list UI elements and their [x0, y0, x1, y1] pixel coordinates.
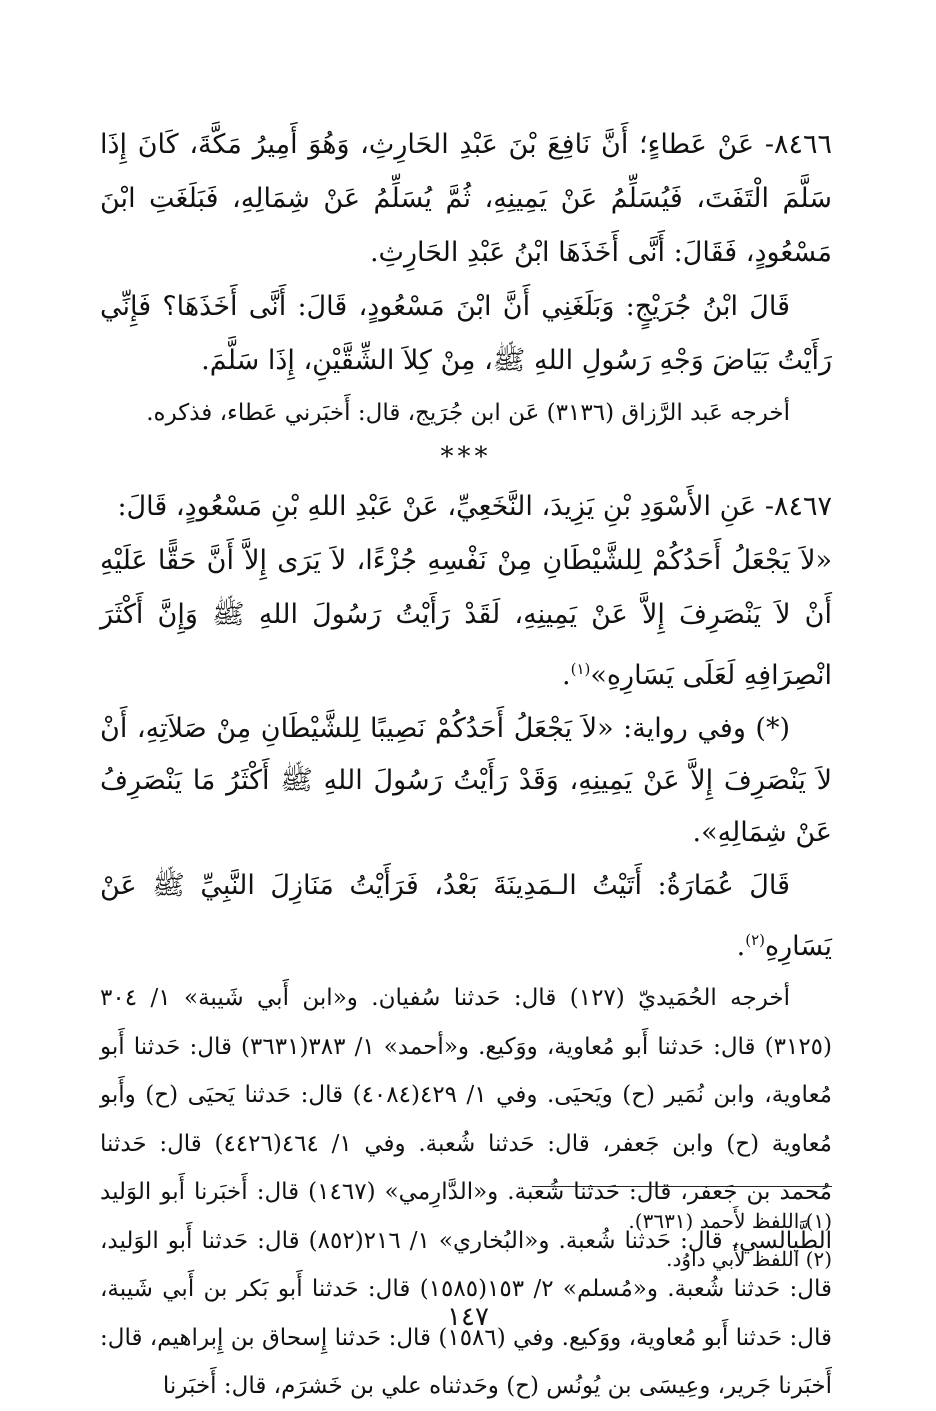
hadith-8466-matn: ٨٤٦٦- عَنْ عَطاءٍ؛ أَنَّ نَافِعَ بْنَ عَبْدِ الحَارِثِ، وَهُوَ أَمِيرُ مَكَّةَ، كَانَ إِذَا سَلَّمَ الْتَفَتَ، فَيُسَلِّمُ عَنْ يَمِينِهِ، ثُمَّ يُسَلِّمُ عَنْ شِمَالِهِ، فَبَلَغَتِ ابْنَ مَسْعُودٍ، فَقَالَ: أَنَّى أَخَذَهَا ابْنُ عَبْدِ الحَارِثِ.: [100, 129, 832, 268]
footnote-ref-1: (١): [570, 660, 591, 678]
hadith-8467-takhrij: أخرجه الحُمَيديّ (١٢٧) قال: حَدثنا سُفيان. و«ابن أَبي شَيبة» ١/ ٣٠٤ (٣١٢٥) قال: حَدثنا أَبو مُعاوية، ووَكيع. و«أحمد» ١/ ٣٨٣(٣٦٣١) قال: حَدثنا أَبو مُعاوية، وابن نُمَير (ح) ويَحيَى. وفي ١/ ٤٢٩(٤٠٨٤) قال: حَدثنا يَحيَى (ح) وأَبو مُعاوية (ح) وابن جَعفر، قال: حَدثنا شُعبة. وفي ١/ ٤٦٤(٤٤٢٦) قال: حَدثنا مُحمد بن جَعفر، قال: حَدثنا شُعبة. و«الدَّارِمي» (١٤٦٧) قال: أَخبَرنا أَبو الوَليد الطَّيالسي، قال: حَدثنا شُعبة. و«البُخاري» ١/ ٢١٦(٨٥٢) قال: حَدثنا أَبو الوَليد، قال: حَدثنا شُعبة. و«مُسلم» ٢/ ١٥٣(١٥٨٥) قال: حَدثنا أَبو بَكر بن أَبي شَيبة، قال: حَدثنا أَبو مُعاوية، ووَكيع. وفي (١٥٨٦) قال: حَدثنا إِسحاق بن إِبراهيم، قال: أَخبَرنا جَرير، وعِيسَى بن يُونُس (ح) وحَدثناه علي بن خَشرَم، قال: أَخبَرنا: [99, 985, 833, 1399]
page-number: ١٤٧: [447, 1302, 489, 1332]
footnote-separator: [532, 1186, 832, 1187]
footnote-2: (٢) اللفظ لأَبي داوُد.: [666, 1247, 832, 1271]
hadith-8467-matn: «لاَ يَجْعَلُ أَحَدُكُمْ لِلشَّيْطَانِ مِنْ نَفْسِهِ جُزْءًا، لاَ يَرَى إِلاَّ أَنَّ حَقًّا عَلَيْهِ أَنْ لاَ يَنْصَرِفَ إِلاَّ عَنْ يَمِينِهِ، لَقَدْ رَأَيْتُ رَسُولَ اللهِ ﷺ وَإِنَّ أَكْثَرَ انْصِرَافِهِ لَعَلَى يَسَارِهِ»$^{(١)}$.: [100, 545, 832, 691]
umara-statement: قَالَ عُمَارَةُ: أَتَيْتُ الـمَدِينَةَ بَعْدُ، فَرَأَيْتُ مَنَازِلَ النَّبِيِّ ﷺ عَنْ يَسَارِهِ$^{(٢)}$.: [100, 870, 832, 962]
ibn-jurayj-statement: قَالَ ابْنُ جُرَيْجٍ: وَبَلَغَنِي أَنَّ ابْنَ مَسْعُودٍ، قَالَ: أَنَّى أَخَذَهَا؟ فَإِنِّي رَأَيْتُ بَيَاضَ وَجْهِ رَسُولِ اللهِ ﷺ، مِنْ كِلاَ الشِّقَّيْنِ، إِذَا سَلَّمَ.: [100, 291, 832, 376]
footnote-1: (١) اللفظ لأَحمد (٣٦٣١).: [628, 1209, 832, 1233]
footnotes: [628, 1202, 832, 1278]
hadith-8467-riwaya: (*) وفي رواية: «لاَ يَجْعَلُ أَحَدُكُمْ نَصِيبًا لِلشَّيْطَانِ مِنْ صَلاَتِهِ، أَنْ لاَ يَنْصَرِفَ إِلاَّ عَنْ يَمِينِهِ، وَقَدْ رَأَيْتُ رَسُولَ اللهِ ﷺ أَكْثَرُ مَا يَنْصَرِفُ عَنْ شِمَالِهِ».: [100, 713, 832, 848]
hadith-8466-takhrij: أخرجه عَبد الرَّزاق (٣١٣٦) عَن ابن جُرَيج، قال: أَخبَرني عَطاء، فذكره.: [146, 400, 790, 426]
section-separator: ***: [440, 442, 492, 472]
hadith-8467-isnad: ٨٤٦٧- عَنِ الأَسْوَدِ بْنِ يَزِيدَ، النَّخَعِيِّ، عَنْ عَبْدِ اللهِ بْنِ مَسْعُودٍ، قَالَ:: [117, 491, 832, 522]
footnote-ref-2: (٢): [745, 931, 765, 949]
hadith-8467-matn-text: «لاَ يَجْعَلُ أَحَدُكُمْ لِلشَّيْطَانِ مِنْ نَفْسِهِ جُزْءًا، لاَ يَرَى إِلاَّ أَنَّ حَقًّا عَلَيْهِ أَنْ لاَ يَنْصَرِفَ إِلاَّ عَنْ يَمِينِهِ، لَقَدْ رَأَيْتُ رَسُولَ اللهِ ﷺ وَإِنَّ أَكْثَرَ انْصِرَافِهِ لَعَلَى يَسَارِهِ»: [100, 545, 832, 691]
umara-statement-text: قَالَ عُمَارَةُ: أَتَيْتُ الـمَدِينَةَ بَعْدُ، فَرَأَيْتُ مَنَازِلَ النَّبِيِّ ﷺ عَنْ يَسَارِهِ: [100, 870, 832, 962]
